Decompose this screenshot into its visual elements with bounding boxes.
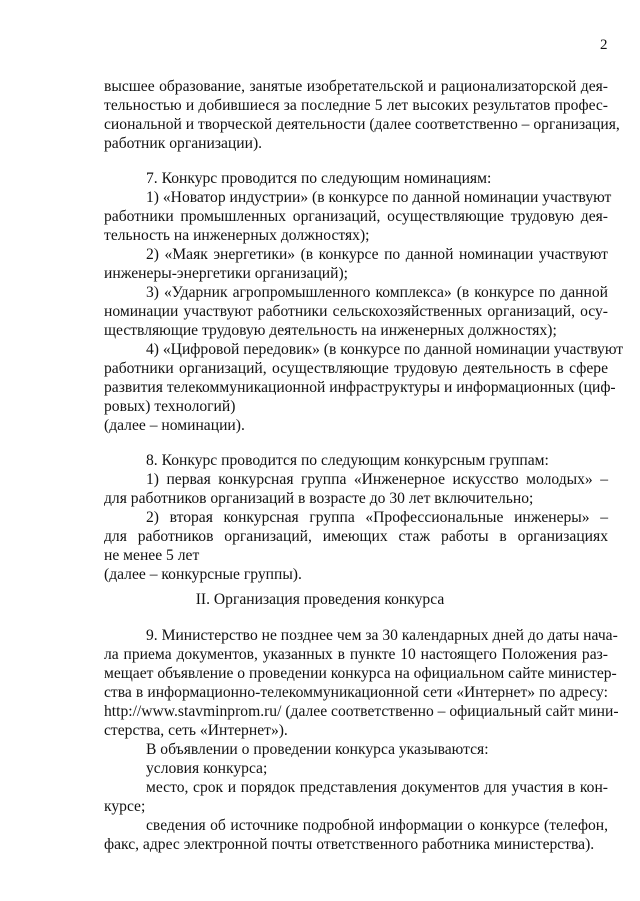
text-line: 2) «Маяк энергетики» (в конкурсе по данной номинации участвуют (146, 246, 608, 263)
text-line: для работников организаций в возрасте до 30 лет включительно; (104, 490, 534, 507)
text-line: место, срок и порядок представления документов для участия в кон- (146, 779, 608, 796)
text-line: тельностью и добившиеся за последние 5 лет высоких результатов профес- (104, 97, 608, 114)
text-line: 2) вторая конкурсная группа «Профессиональные инженеры» – (146, 509, 608, 526)
text-line: 4) «Цифровой передовик» (в конкурсе по данной номинации участвуют (146, 341, 624, 358)
text-line: 1) «Новатор индустрии» (в конкурсе по данной номинации участвуют (146, 189, 612, 206)
text-line: (далее – номинации). (104, 417, 245, 434)
text-line: высшее образование, занятые изобретательской и рационализаторской дея- (104, 78, 608, 95)
text-line: сведения об источнике подробной информации о конкурсе (телефон, (146, 817, 608, 834)
text-line: курсе; (104, 798, 146, 815)
text-line: работники организаций, осуществляющие трудовую деятельность в сфере (104, 360, 608, 377)
text-line: 8. Конкурс проводится по следующим конкурсным группам: (146, 452, 549, 469)
text-line: 3) «Ударник агропромышленного комплекса» (в конкурсе по данной (146, 284, 608, 301)
text-line: условия конкурса; (146, 760, 268, 777)
text-line: работники промышленных организаций, осуществляющие трудовую дея- (104, 208, 608, 225)
text-line: не менее 5 лет (104, 547, 200, 564)
text-line: факс, адрес электронной почты ответственного работника министерства). (104, 836, 595, 853)
text-line: http://www.stavminprom.ru/ (далее соответственно – официальный сайт мини- (104, 703, 619, 720)
text-line: инженеры-энергетики организаций); (104, 265, 349, 282)
text-line: для работников организаций, имеющих стаж работы в организациях (104, 528, 608, 545)
text-line: 7. Конкурс проводится по следующим номинациям: (146, 170, 492, 187)
text-line: (далее – конкурсные группы). (104, 566, 302, 583)
text-line: номинации участвуют работники сельскохозяйственных организаций, осу- (104, 303, 608, 320)
text-line: ровых) технологий) (104, 398, 236, 415)
text-line: ства в информационно-телекоммуникационной сети «Интернет» по адресу: (104, 684, 608, 701)
text-line: ществляющие трудовую деятельность на инженерных должностях); (104, 322, 557, 339)
page-number: 2 (600, 37, 608, 53)
text-line: В объявлении о проведении конкурса указываются: (146, 741, 489, 758)
text-line: ла приема документов, указанных в пункте 10 настоящего Положения раз- (104, 646, 608, 663)
text-line: 9. Министерство не позднее чем за 30 календарных дней до даты нача- (146, 627, 618, 644)
text-line: мещает объявление о проведении конкурса на официальном сайте министер- (104, 665, 617, 682)
text-line: работник организации). (104, 135, 263, 152)
text-line: сиональной и творческой деятельности (далее соответственно – организация, (104, 116, 620, 133)
text-line: развития телекоммуникационной инфраструктуры и информационных (циф- (104, 379, 616, 396)
section-heading: II. Организация проведения конкурса (195, 591, 445, 608)
text-line: 1) первая конкурсная группа «Инженерное искусство молодых» – (146, 471, 608, 488)
text-line: стерства, сеть «Интернет»). (104, 722, 288, 739)
text-line: тельность на инженерных должностях); (104, 227, 370, 244)
